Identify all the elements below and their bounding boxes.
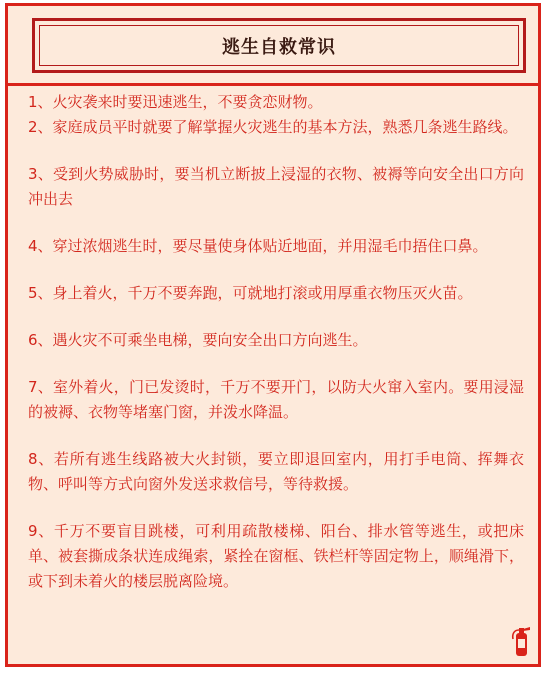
tip-item-3: 3、受到火势威胁时，要当机立断披上浸湿的衣物、被褥等向安全出口方向冲出去 — [28, 165, 524, 208]
title-divider — [8, 83, 538, 86]
tips-panel — [5, 3, 541, 667]
title-inner-frame — [39, 25, 519, 66]
tip-item-4: 4、穿过浓烟逃生时，要尽量使身体贴近地面，并用湿毛巾捂住口鼻。 — [28, 237, 488, 255]
title-box — [32, 18, 526, 73]
tip-item-6: 6、遇火灾不可乘坐电梯，要向安全出口方向逃生。 — [28, 331, 368, 349]
tip-item-7: 7、室外着火，门已发烫时，千万不要开门，以防大火窜入室内。要用浸湿的被褥、衣物等堵塞门窗，并泼水降温。 — [28, 378, 524, 421]
tip-item-1-2: 1、火灾袭来时要迅速逃生，不要贪恋财物。 2、家庭成员平时就要了解掌握火灾逃生的基本方法，熟悉几条逃生路线。 — [28, 93, 518, 136]
page-title: 逃生自救常识 — [222, 36, 336, 58]
fire-extinguisher-icon — [510, 624, 532, 658]
tip-item-5: 5、身上着火，千万不要奔跑，可就地打滚或用厚重衣物压灭火苗。 — [28, 284, 473, 302]
tip-item-8: 8、若所有逃生线路被大火封锁，要立即退回室内，用打手电筒、挥舞衣物、呼叫等方式向窗外发送求救信号，等待救援。 — [28, 450, 524, 493]
tips-list — [28, 90, 524, 616]
tip-item-9: 9、千万不要盲目跳楼，可利用疏散楼梯、阳台、排水管等逃生，或把床单、被套撕成条状连成绳索，紧拴在窗框、铁栏杆等固定物上，顺绳滑下，或下到未着火的楼层脱离险境。 — [28, 522, 524, 590]
